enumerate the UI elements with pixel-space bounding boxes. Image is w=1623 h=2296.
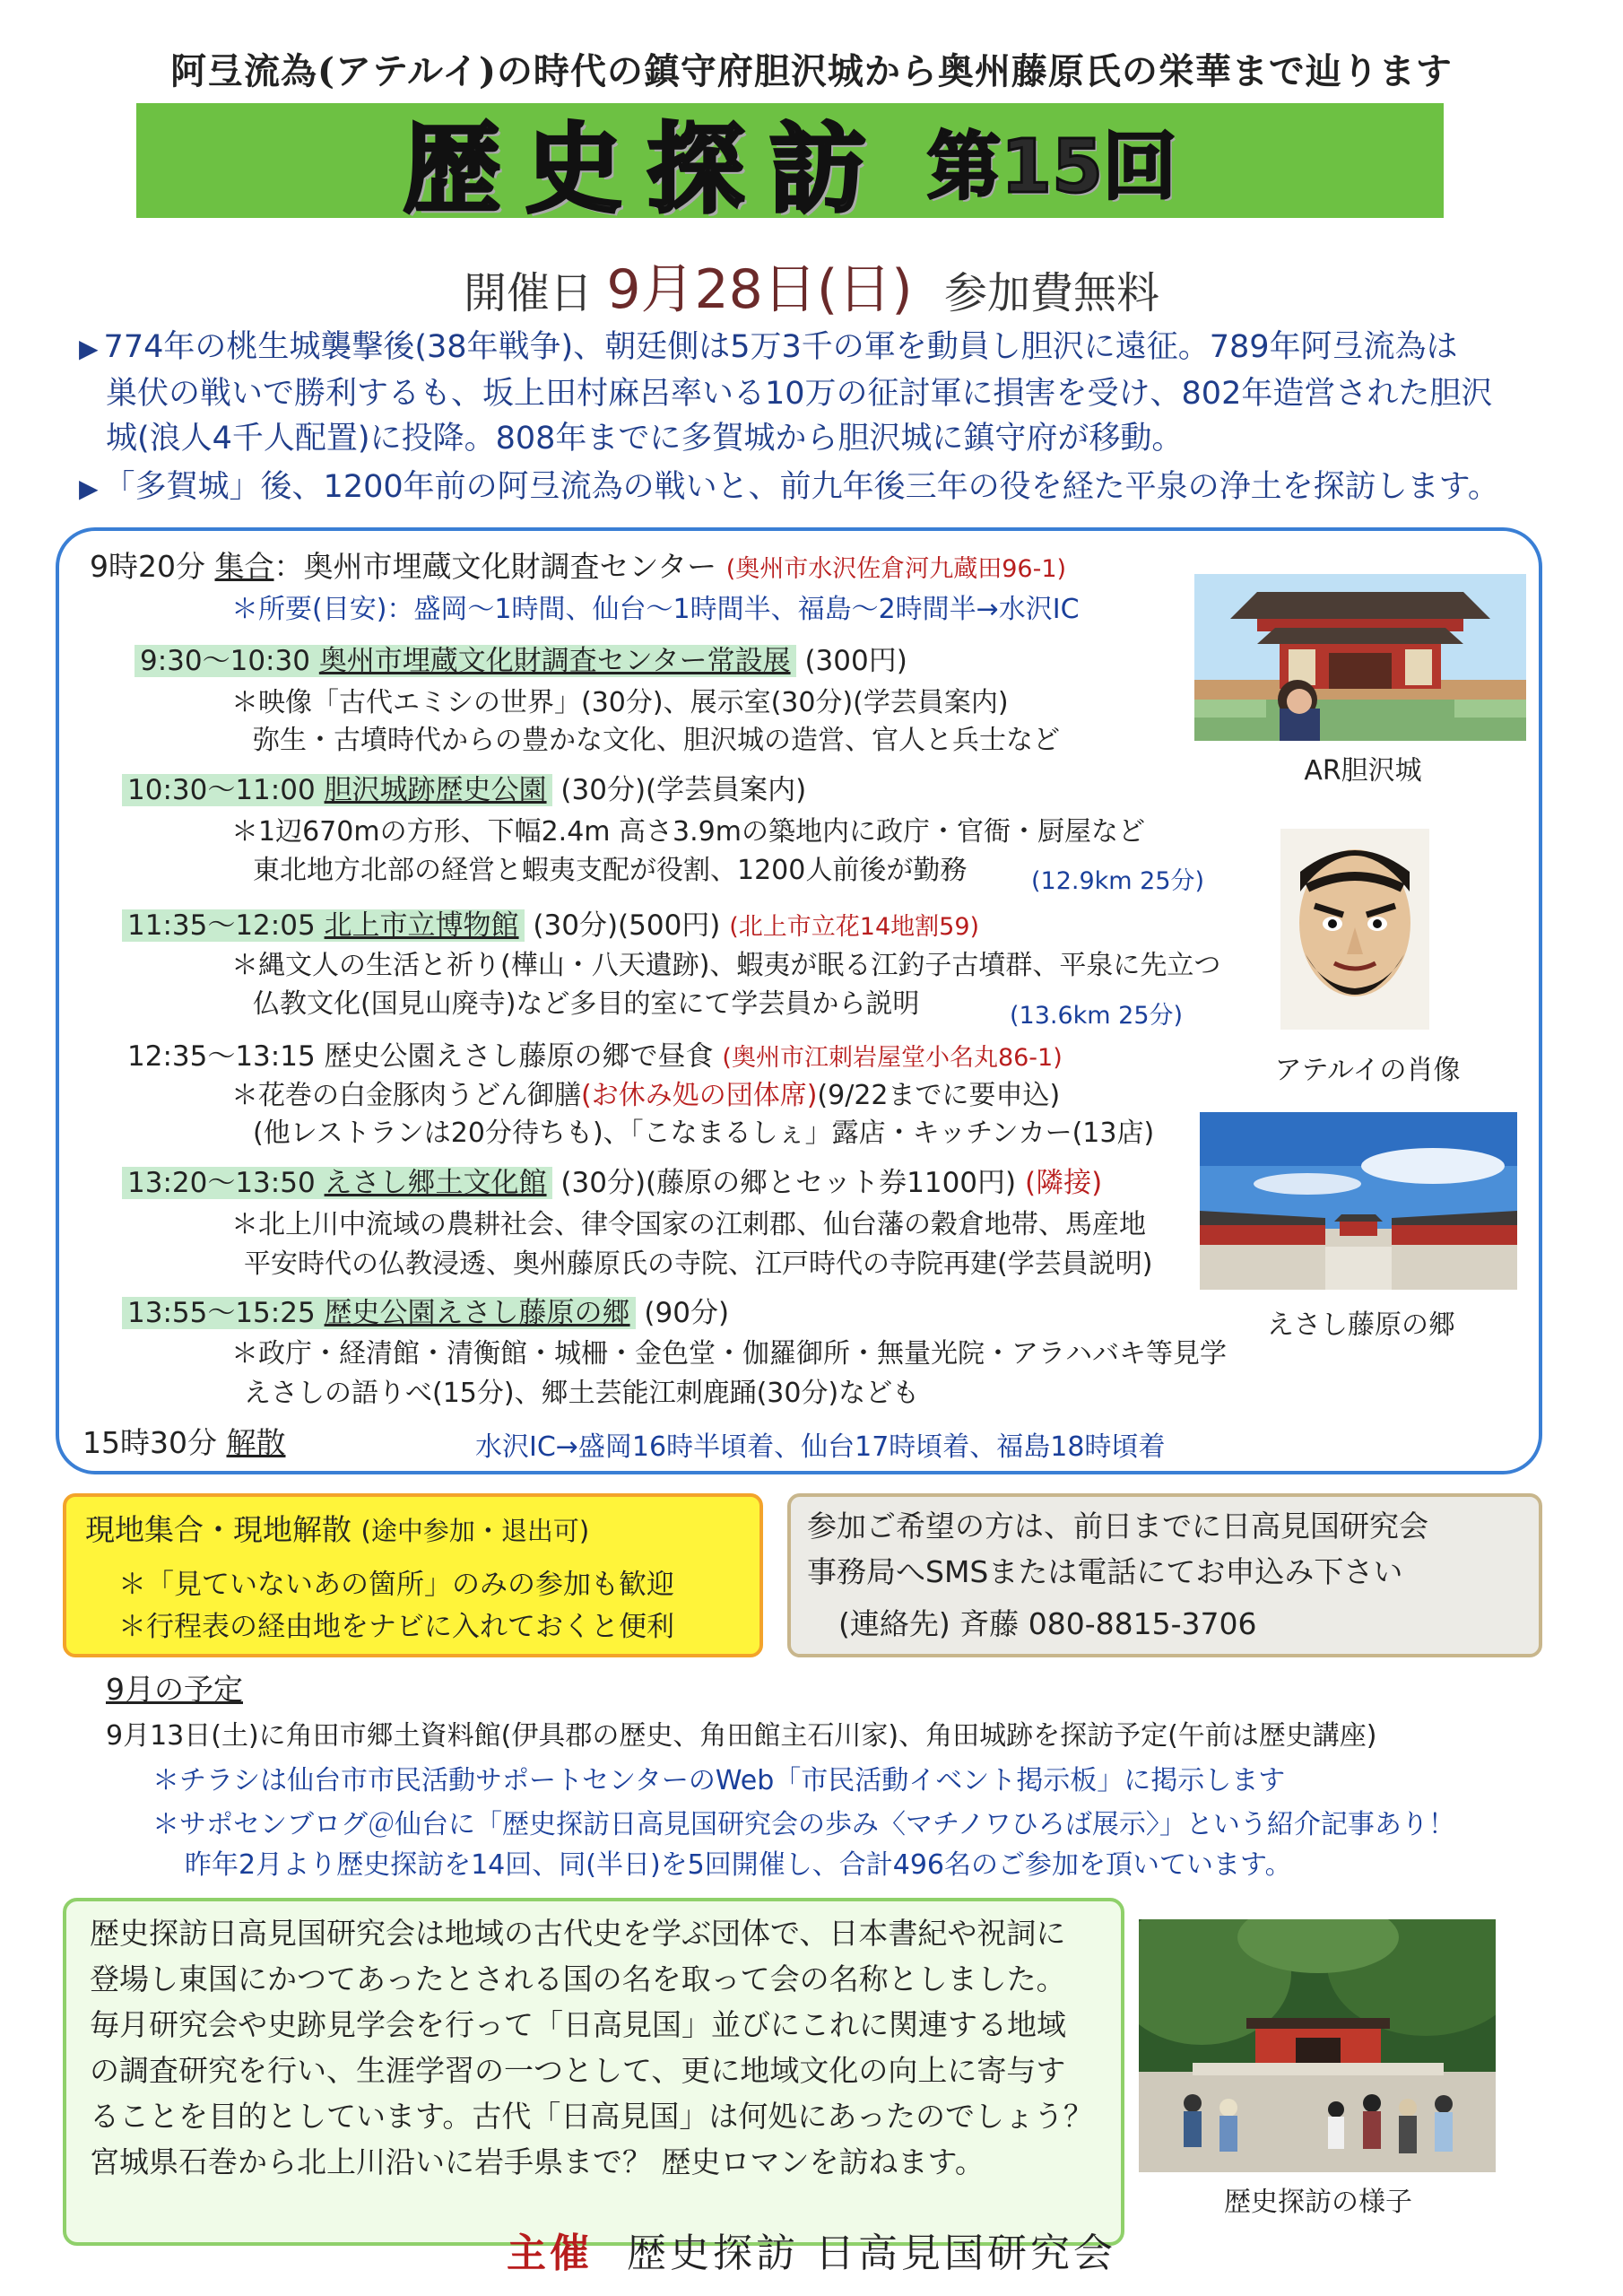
notice-line: ＊行程表の経由地をナビに入れておくと便利 (118, 1611, 674, 1643)
schedule-time (122, 909, 525, 942)
schedule-time (122, 774, 552, 806)
meet-place: ：奥州市埋蔵文化財調査センター (273, 549, 717, 584)
castle-gate-image (1194, 574, 1526, 741)
distance: (12.9km 25分) (1031, 867, 1205, 895)
about-line: 毎月研究会や史跡見学会を行って「日高見国」並びにこれに関連する地域 (90, 2007, 1066, 2042)
place-name: 胆沢城跡歴史公園 (324, 774, 547, 806)
meet-note: ＊所要(目安)：盛岡～1時間、仙台～1時間半、福島～2時間半→水沢IC (231, 594, 1080, 625)
september-note: ＊サポセンブログ＠仙台に「歴史探訪日高見国研究会の歩み〈マチノワひろば展示〉」という紹介記事あり！ (152, 1809, 1455, 1840)
time-text: 9:30～10:30 (140, 645, 310, 677)
note-line: 仏教文化(国見山廃寺)など多目的室にて学芸員から説明 (253, 988, 920, 1020)
aterui-face-image (1280, 829, 1429, 1030)
end-label: 解散 (226, 1425, 286, 1460)
fee-label: 参加費無料 (943, 268, 1159, 318)
time-text: 13:55～15:25 (127, 1297, 316, 1329)
place-name: 歴史公園えさし藤原の郷で昼食 (324, 1040, 714, 1073)
ar-isawa-castle-photo (1194, 574, 1526, 741)
note-line: (他レストランは20分待ちも)、「こなまるしぇ」露店・キッチンカー(13店) (253, 1118, 1155, 1149)
intro-line: 巣伏の戦いで勝利するも、坂上田村麻呂率いる10万の征討軍に損害を受け、802年造営された胆沢 (106, 376, 1493, 412)
banner-number: 第15回 (926, 124, 1177, 210)
esashi-fujiwara-photo (1200, 1112, 1517, 1290)
caption: AR胆沢城 (1304, 755, 1422, 787)
intro-line: 「多賀城」後、1200年前の阿弖流為の戦いと、前九年後三年の役を経た平泉の浄土を探訪します。 (103, 469, 1499, 505)
host-label: 主催 (507, 2231, 593, 2276)
date-label: 開催日 (464, 268, 594, 318)
place-name: 歴史公園えさし藤原の郷 (324, 1297, 630, 1329)
time-text: 12:35～13:15 (127, 1040, 316, 1073)
triangle-bullet-icon: ▶ (79, 474, 99, 503)
triangle-bullet-icon: ▶ (79, 334, 99, 363)
note-line (231, 1073, 1060, 1112)
place-name: えさし郷土文化館 (324, 1167, 547, 1199)
note-line: ＊映像「古代エミシの世界」(30分)、展示室(30分)(学芸員案内) (231, 687, 1009, 718)
return-note: 水沢IC→盛岡16時半頃着、仙台17時頃着、福島18時頃着 (475, 1431, 1166, 1463)
organizer-name: 歴史探訪 日高見国研究会 (627, 2231, 1116, 2276)
about-line: ることを目的としています。古代「日高見国」は何処にあったのでしょう？ (90, 2099, 1094, 2134)
schedule-time (135, 645, 796, 677)
address: (北上市立花14地割59) (729, 913, 980, 941)
notice-title-extra: (途中参加・退出可) (360, 1516, 590, 1546)
intro-paragraph-1 (79, 325, 1549, 461)
schedule-item-2 (122, 767, 806, 807)
contact-line: 事務局へSMSまたは電話にてお申込み下さい (807, 1554, 1403, 1589)
extra: (30分)(藤原の郷とセット券1100円) (560, 1167, 1017, 1199)
september-heading: 9月の予定 (106, 1672, 243, 1707)
schedule-item-6 (122, 1290, 729, 1330)
note-line: 東北地方北部の経営と蝦夷支配が役割、1200人前後が勤務 (253, 855, 968, 886)
september-note: ＊チラシは仙台市市民活動サポートセンターのWeb「市民活動イベント掲示板」に掲示します (152, 1765, 1286, 1796)
about-line: 歴史探訪日高見国研究会は地域の古代史を学ぶ団体で、日本書紀や祝詞に (90, 1916, 1066, 1951)
intro-line: 城(浪人4千人配置)に投降。808年までに多賀城から胆沢城に鎮守府が移動。 (106, 421, 1184, 457)
note-text: ＊花巻の白金豚肉うどん御膳 (231, 1080, 581, 1111)
address: (奥州市江刺岩屋堂小名丸86-1) (722, 1044, 1063, 1072)
meet-time: 9時20分 (90, 549, 205, 584)
extra: (30分)(500円) (533, 909, 721, 942)
event-date-line (0, 247, 1623, 324)
september-note: 昨年2月より歴史探訪を14回、同(半日)を5回開催し、合計496名のご参加を頂いています。 (185, 1849, 1292, 1881)
note-text: (9/22までに要申込) (817, 1080, 1061, 1111)
note-line: えさしの語りべ(15分)、郷土芸能江刺鹿踊(30分)なども (244, 1378, 920, 1409)
adjacent-note: (隣接) (1024, 1167, 1103, 1199)
note-line: ＊政庁・経清館・清衡館・城柵・金色堂・伽羅御所・無量光院・アラハバキ等見学 (231, 1338, 1227, 1370)
tour-photo (1139, 1919, 1496, 2172)
esashi-palace-image (1200, 1112, 1517, 1290)
meet-label: 集合 (214, 549, 274, 584)
meet-line (90, 544, 1066, 586)
notice-line: ＊「見ていないあの箇所」のみの参加も歓迎 (118, 1569, 674, 1601)
meet-address: (奥州市水沢佐倉河九蔵田96-1) (725, 555, 1067, 583)
notice-title-line (85, 1507, 589, 1549)
banner-title: 歴史探訪 (403, 113, 891, 226)
schedule-time (122, 1167, 552, 1199)
shrine-visit-image (1139, 1919, 1496, 2172)
subtitle: 阿弖流為(アテルイ)の時代の鎮守府胆沢城から奥州藤原氏の栄華まで辿ります (170, 50, 1453, 92)
schedule-item-4 (127, 1033, 1063, 1074)
caption: アテルイの肖像 (1274, 1055, 1461, 1086)
about-line: 宮城県石巻から北上川沿いに岩手県まで？ 歴史ロマンを訪ねます。 (90, 2144, 985, 2179)
schedule-time (122, 1297, 636, 1329)
caption: 歴史探訪の様子 (1224, 2187, 1412, 2218)
note-line: 平安時代の仏教浸透、奥州藤原氏の寺院、江戸時代の寺院再建(学芸員説明) (244, 1248, 1153, 1280)
end-time: 15時30分 (82, 1425, 217, 1460)
schedule-item-5 (122, 1160, 1102, 1200)
title-banner-text (136, 103, 1444, 226)
note-line: ＊1辺670mの方形、下幅2.4m 高さ3.9mの築地内に政庁・官衙・厨屋など (231, 816, 1145, 848)
note-line: 弥生・古墳時代からの豊かな文化、胆沢城の造営、官人と兵士など (253, 725, 1060, 756)
note-red: (お休み処の団体席) (581, 1080, 818, 1111)
september-line: 9月13日(土)に角田市郷土資料館(伊具郡の歴史、角田館主石川家)、角田城跡を探訪予定(午前は歴史講座) (106, 1720, 1377, 1752)
note-line: ＊北上川中流域の農耕社会、律令国家の江刺郡、仙台藩の穀倉地帯、馬産地 (231, 1209, 1146, 1240)
intro-paragraph-2 (79, 465, 1549, 511)
caption: えさし藤原の郷 (1267, 1309, 1455, 1341)
about-line: 登場し東国にかつてあったとされる国の名を取って会の名称としました。 (90, 1961, 1066, 1996)
contact-phone: (連絡先) 斉藤 080-8815-3706 (838, 1606, 1257, 1641)
extra: (30分)(学芸員案内) (560, 774, 807, 806)
dismiss-line (82, 1420, 285, 1462)
organizer-footer (0, 2221, 1623, 2278)
extra: (90分) (644, 1297, 730, 1329)
about-text (90, 1910, 1103, 2185)
distance: (13.6km 25分) (1010, 1002, 1184, 1030)
schedule-item-3 (122, 902, 979, 943)
place-name: 北上市立博物館 (324, 909, 519, 942)
aterui-portrait (1280, 829, 1429, 1030)
place-name: 奥州市埋蔵文化財調査センター常設展 (318, 645, 791, 677)
fee: (300円) (804, 645, 907, 677)
notice-title: 現地集合・現地解散 (85, 1512, 352, 1547)
time-text: 11:35～12:05 (127, 909, 316, 942)
time-text: 13:20～13:50 (127, 1167, 316, 1199)
schedule-item-1 (135, 638, 907, 678)
date-value: 9月28日(日) (606, 258, 913, 321)
note-line: ＊縄文人の生活と祈り(樺山・八天遺跡)、蝦夷が眠る江釣子古墳群、平泉に先立つ (231, 950, 1221, 981)
time-text: 10:30～11:00 (127, 774, 316, 806)
intro-line: 774年の桃生城襲撃後(38年戦争)、朝廷側は5万3千の軍を動員し胆沢に遠征。789年阿弖流為は (103, 329, 1458, 365)
about-line: の調査研究を行い、生涯学習の一つとして、更に地域文化の向上に寄与す (90, 2053, 1066, 2088)
contact-line: 参加ご希望の方は、前日までに日高見国研究会 (807, 1509, 1428, 1544)
